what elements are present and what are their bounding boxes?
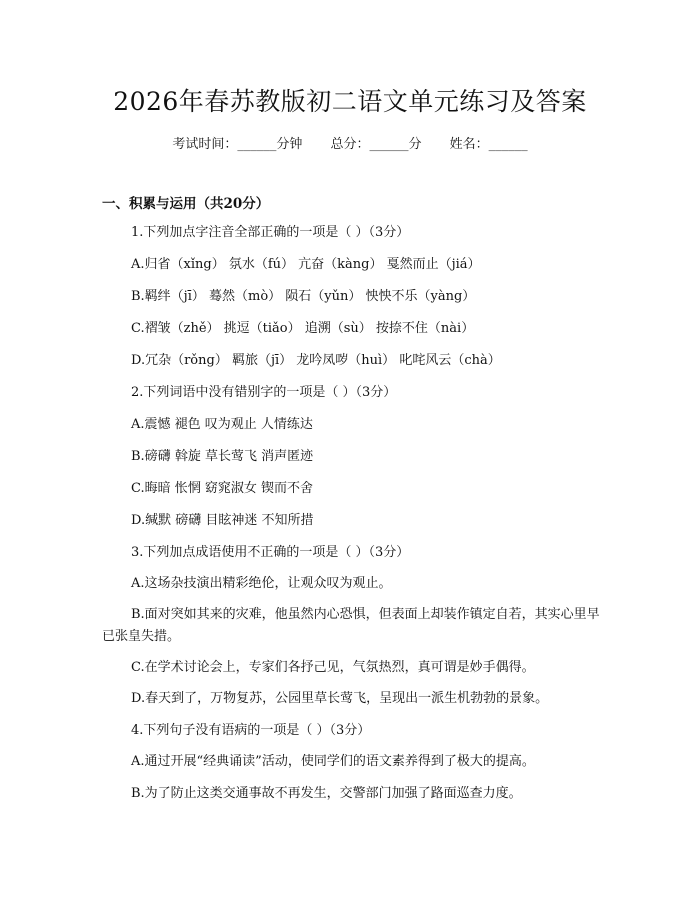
question-1-option-c: C.褶皱（zhě） 挑逗（tiǎo） 追溯（sù） 按捺不住（nài） bbox=[131, 321, 475, 336]
question-2-option-d: D.缄默 磅礴 目眩神迷 不知所措 bbox=[131, 513, 314, 528]
question-4-option-b: B.为了防止这类交通事故不再发生，交警部门加强了路面巡查力度。 bbox=[131, 786, 522, 801]
exam-time: 考试时间：______分钟 bbox=[172, 137, 303, 152]
question-2-option-c: C.晦暗 怅惘 窈窕淑女 锲而不舍 bbox=[131, 481, 314, 496]
section-heading: 一、积累与运用（共20分） bbox=[102, 196, 270, 212]
question-1-option-b: B.羁绊（jī） 蓦然（mò） 陨石（yǔn） 怏怏不乐（yàng） bbox=[131, 289, 476, 304]
question-3-option-a: A.这场杂技演出精彩绝伦，让观众叹为观止。 bbox=[131, 576, 392, 591]
student-name: 姓名：______ bbox=[449, 137, 528, 152]
question-1-option-a: A.归省（xǐng） 氛水（fú） 亢奋（kàng） 戛然而止（jiá） bbox=[131, 257, 481, 272]
question-2-option-b: B.磅礴 斡旋 草长莺飞 消声匿迹 bbox=[131, 449, 314, 464]
question-4-option-a: A.通过开展“经典诵读”活动，使同学们的语文素养得到了极大的提高。 bbox=[131, 754, 535, 769]
question-2-stem: 2.下列词语中没有错别字的一项是（ ）（3分） bbox=[131, 385, 397, 400]
exam-score: 总分：______分 bbox=[330, 137, 422, 152]
question-3-stem: 3.下列加点成语使用不正确的一项是（ ）（3分） bbox=[131, 545, 410, 560]
question-1-stem: 1.下列加点字注音全部正确的一项是（ ）（3分） bbox=[131, 225, 410, 240]
question-3-option-d: D.春天到了，万物复苏，公园里草长莺飞，呈现出一派生机勃勃的景象。 bbox=[131, 691, 549, 706]
question-2-option-a: A.震憾 褪色 叹为观止 人情练达 bbox=[131, 417, 313, 432]
question-1-option-d: D.冗杂（rǒng） 羁旅（jī） 龙吟凤哕（huì） 叱咤风云（chà） bbox=[131, 353, 501, 368]
question-3-option-b: B.面对突如其来的灾难，他虽然内心恐惧，但表面上却装作镇定自若，其实心里早已张皇失措。 bbox=[102, 607, 600, 644]
exam-info bbox=[0, 133, 700, 152]
question-4-stem: 4.下列句子没有语病的一项是（ ）（3分） bbox=[131, 723, 371, 738]
page-title: 2026年春苏教版初二语文单元练习及答案 bbox=[113, 87, 587, 116]
question-3-option-c: C.在学术讨论会上，专家们各抒己见，气氛热烈，真可谓是妙手偶得。 bbox=[131, 660, 535, 675]
